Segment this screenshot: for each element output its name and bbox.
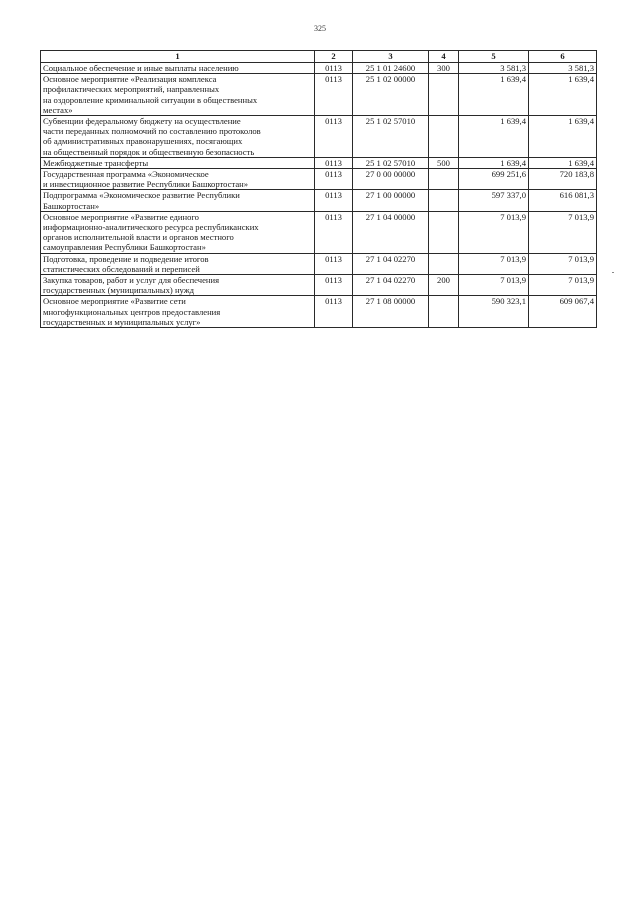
cell-section-code: 0113 [315, 157, 353, 168]
row-name: Субвенции федеральному бюджету на осуществление части переданных полномочий по составлению протоколов об административных правонарушениях, посягающих на общественный порядок и общественную безопасность [41, 116, 315, 158]
table-row [41, 211, 597, 253]
cell-expense-type [429, 253, 459, 274]
table-row [41, 169, 597, 190]
page-number: 325 [314, 24, 326, 33]
cell-section-code: 0113 [315, 74, 353, 116]
cell-section-code: 0113 [315, 296, 353, 328]
row-name: Основное мероприятие «Реализация комплекса профилактических мероприятий, направленных на оздоровление криминальной ситуации в общественных местах» [41, 74, 315, 116]
cell-expense-type [429, 296, 459, 328]
cell-target-article: 27 1 04 02270 [353, 275, 429, 296]
row-name: Социальное обеспечение и иные выплаты населению [41, 63, 315, 74]
cell-section-code: 0113 [315, 63, 353, 74]
header-col-6: 6 [529, 51, 597, 63]
table-row [41, 157, 597, 168]
table-row [41, 116, 597, 158]
cell-amount-col5: 7 013,9 [459, 211, 529, 253]
row-name: Основное мероприятие «Развитие сети многофункциональных центров предоставления государственных и муниципальных услуг» [41, 296, 315, 328]
cell-expense-type [429, 169, 459, 190]
cell-expense-type [429, 116, 459, 158]
cell-amount-col5: 597 337,0 [459, 190, 529, 211]
scan-margin-mark [612, 272, 614, 273]
cell-expense-type [429, 74, 459, 116]
table-row [41, 275, 597, 296]
cell-amount-col5: 1 639,4 [459, 116, 529, 158]
table-row [41, 253, 597, 274]
cell-target-article: 27 1 04 02270 [353, 253, 429, 274]
cell-target-article: 25 1 02 57010 [353, 116, 429, 158]
cell-expense-type [429, 211, 459, 253]
table-row [41, 63, 597, 74]
row-name: Основное мероприятие «Развитие единого информационно-аналитического ресурса республиканских органов исполнительной власти и органов местного самоуправления Республики Башкортостан» [41, 211, 315, 253]
row-name: Закупка товаров, работ и услуг для обеспечения государственных (муниципальных) нужд [41, 275, 315, 296]
cell-amount-col6: 1 639,4 [529, 116, 597, 158]
row-name: Подготовка, проведение и подведение итогов статистических обследований и переписей [41, 253, 315, 274]
header-col-1: 1 [41, 51, 315, 63]
table-row [41, 190, 597, 211]
cell-section-code: 0113 [315, 169, 353, 190]
cell-amount-col6: 616 081,3 [529, 190, 597, 211]
cell-amount-col6: 7 013,9 [529, 211, 597, 253]
cell-amount-col6: 7 013,9 [529, 253, 597, 274]
row-name: Государственная программа «Экономическое и инвестиционное развитие Республики Башкортостан» [41, 169, 315, 190]
cell-amount-col5: 1 639,4 [459, 157, 529, 168]
cell-target-article: 25 1 02 00000 [353, 74, 429, 116]
cell-amount-col5: 3 581,3 [459, 63, 529, 74]
cell-amount-col6: 720 183,8 [529, 169, 597, 190]
cell-amount-col5: 1 639,4 [459, 74, 529, 116]
cell-expense-type: 500 [429, 157, 459, 168]
cell-target-article: 27 1 04 00000 [353, 211, 429, 253]
row-name: Межбюджетные трансферты [41, 157, 315, 168]
header-col-5: 5 [459, 51, 529, 63]
cell-section-code: 0113 [315, 275, 353, 296]
cell-expense-type: 300 [429, 63, 459, 74]
row-name: Подпрограмма «Экономическое развитие Республики Башкортостан» [41, 190, 315, 211]
header-col-2: 2 [315, 51, 353, 63]
table-row [41, 296, 597, 328]
cell-target-article: 27 0 00 00000 [353, 169, 429, 190]
cell-section-code: 0113 [315, 211, 353, 253]
budget-table [40, 50, 597, 328]
cell-section-code: 0113 [315, 253, 353, 274]
header-row [41, 51, 597, 63]
cell-target-article: 27 1 08 00000 [353, 296, 429, 328]
cell-amount-col6: 1 639,4 [529, 157, 597, 168]
cell-amount-col6: 3 581,3 [529, 63, 597, 74]
header-col-4: 4 [429, 51, 459, 63]
cell-section-code: 0113 [315, 116, 353, 158]
cell-amount-col6: 1 639,4 [529, 74, 597, 116]
cell-amount-col5: 7 013,9 [459, 275, 529, 296]
cell-amount-col6: 609 067,4 [529, 296, 597, 328]
cell-section-code: 0113 [315, 190, 353, 211]
cell-amount-col5: 7 013,9 [459, 253, 529, 274]
cell-expense-type: 200 [429, 275, 459, 296]
header-col-3: 3 [353, 51, 429, 63]
cell-amount-col5: 590 323,1 [459, 296, 529, 328]
cell-target-article: 27 1 00 00000 [353, 190, 429, 211]
cell-expense-type [429, 190, 459, 211]
table-row [41, 74, 597, 116]
cell-amount-col6: 7 013,9 [529, 275, 597, 296]
cell-amount-col5: 699 251,6 [459, 169, 529, 190]
cell-target-article: 25 1 02 57010 [353, 157, 429, 168]
cell-target-article: 25 1 01 24600 [353, 63, 429, 74]
